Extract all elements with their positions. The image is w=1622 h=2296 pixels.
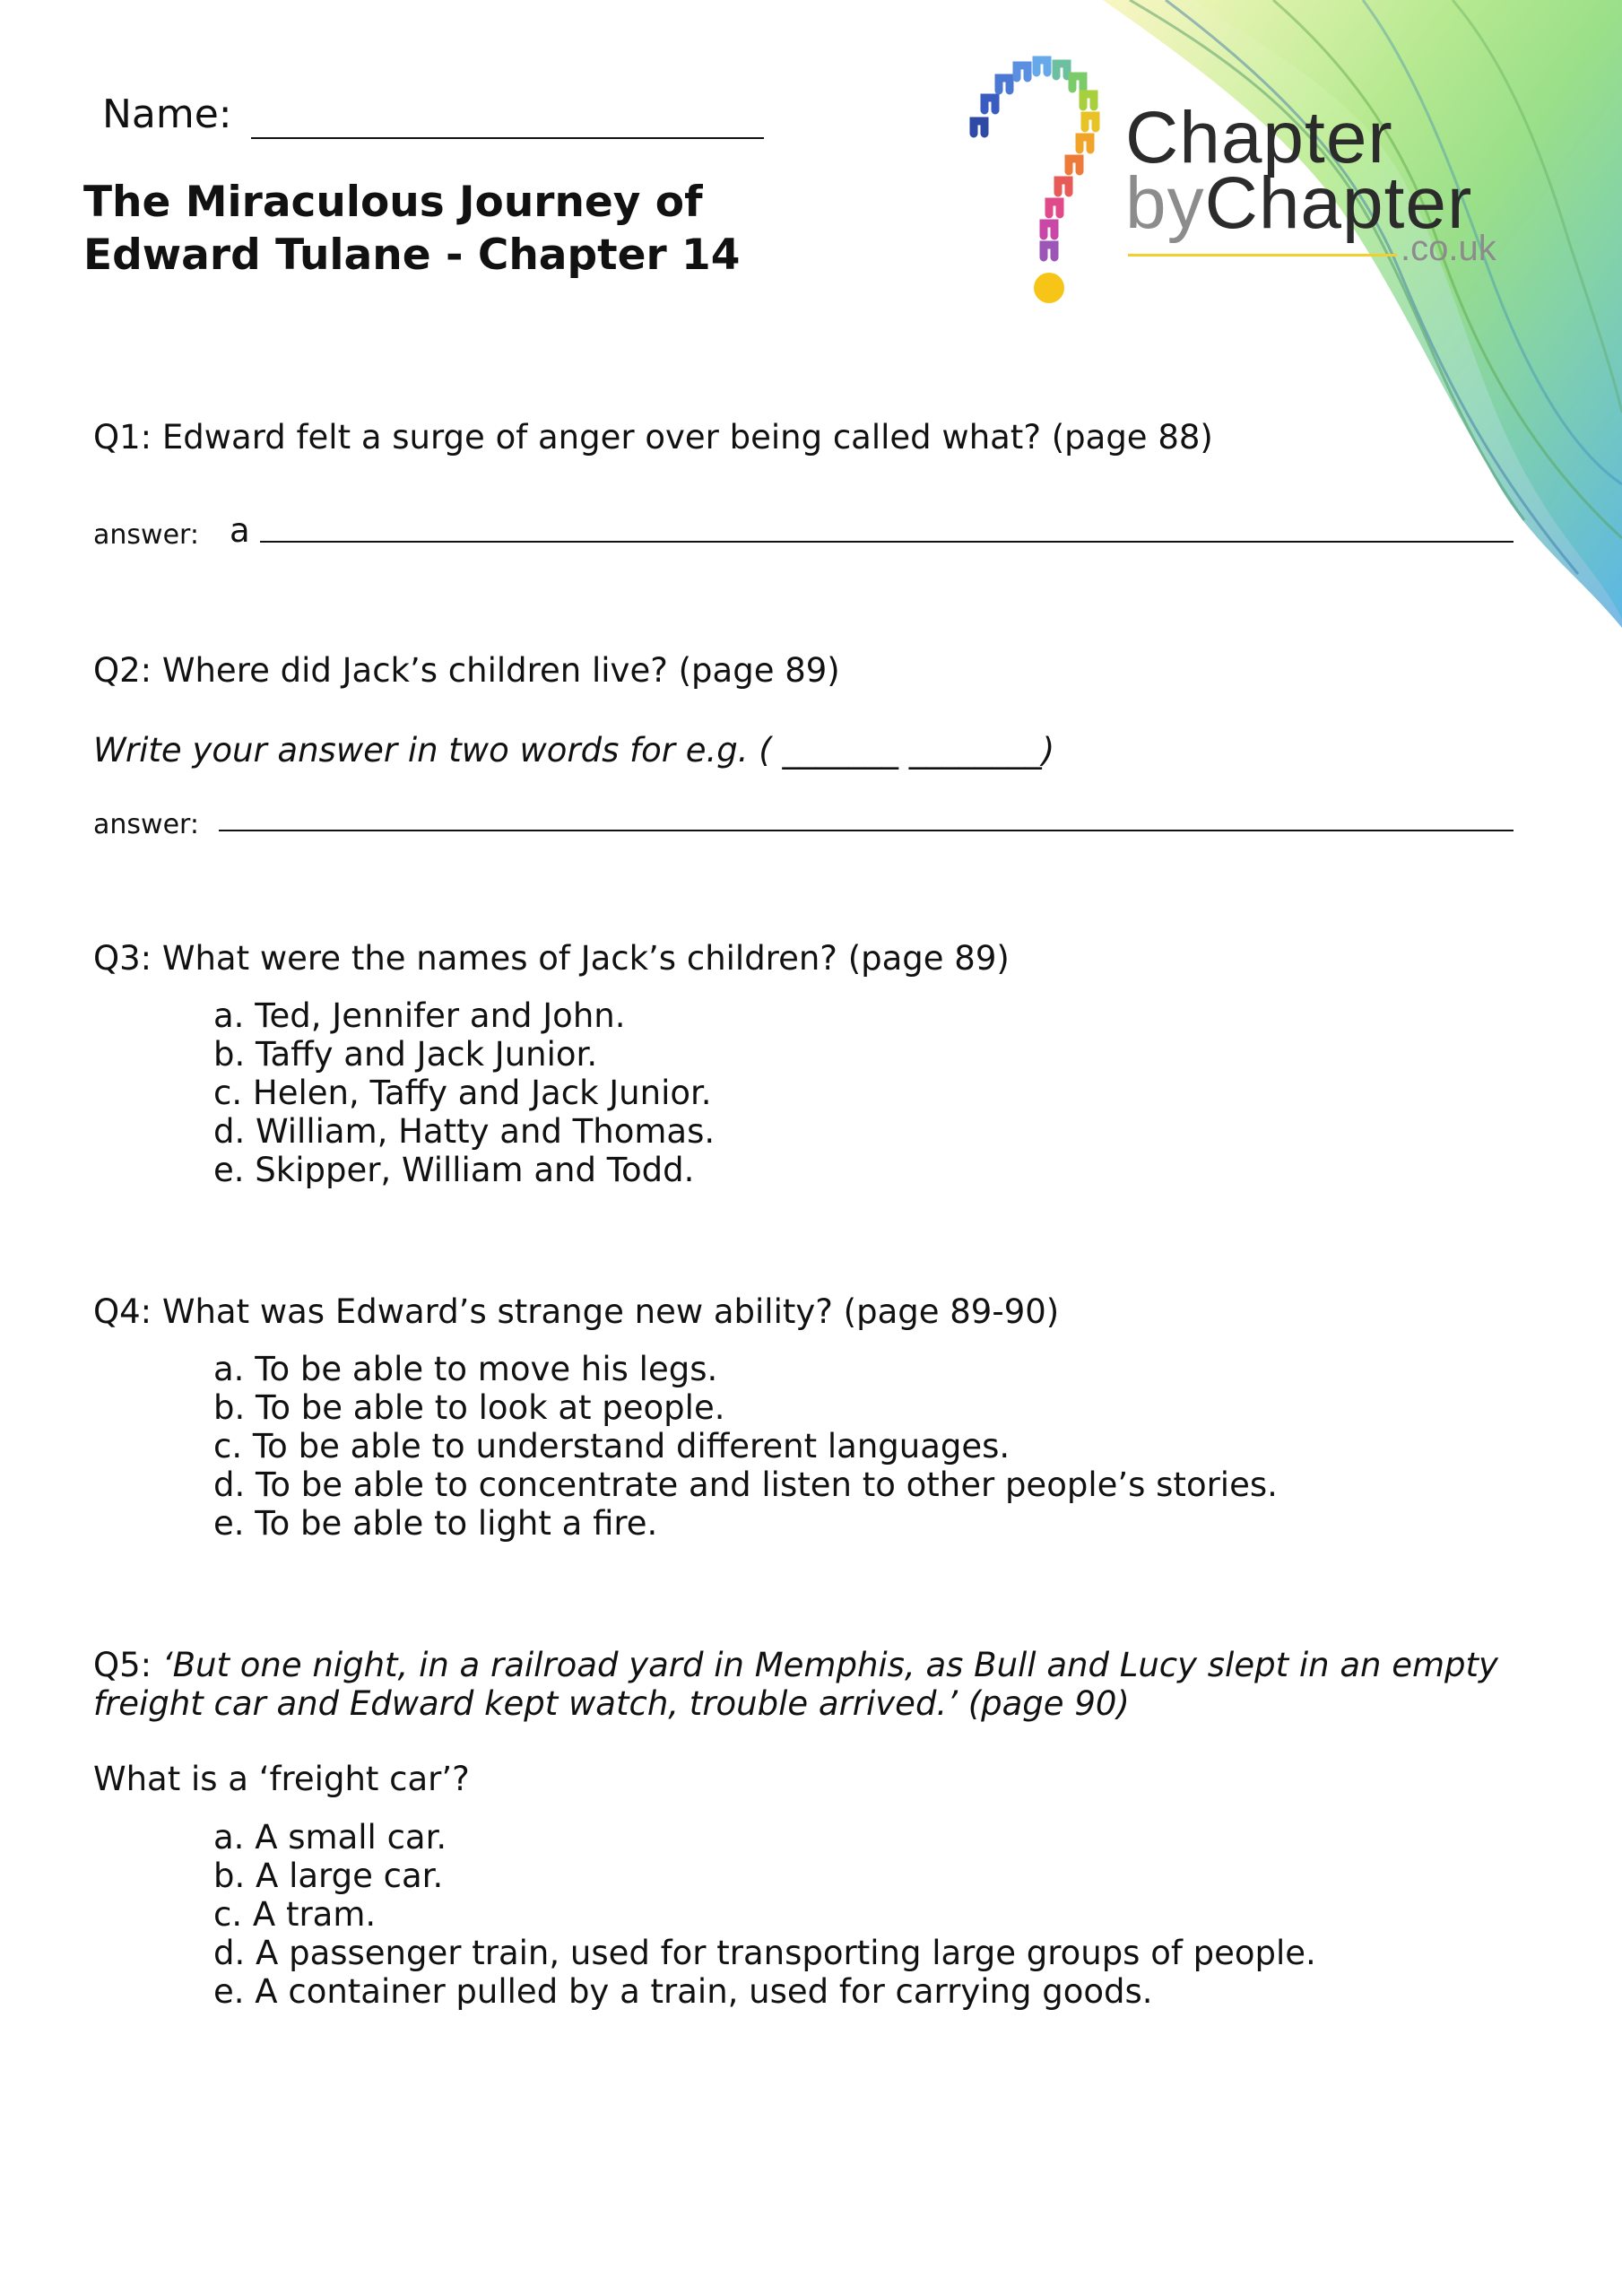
q3-option-d[interactable]: d. William, Hatty and Thomas.	[213, 1112, 716, 1151]
q5-option-e[interactable]: e. A container pulled by a train, used for carrying goods.	[213, 1972, 1153, 2011]
q3-text: Q3: What were the names of Jack’s children? (page 89)	[93, 939, 1010, 978]
name-field[interactable]	[251, 137, 764, 139]
q2-answer-label: answer:	[93, 809, 199, 840]
q5-quote-line-1: ‘But one night, in a railroad yard in Memphis, as Bull and Lucy slept in an empty	[161, 1646, 1498, 1684]
q5-option-b[interactable]: b. A large car.	[213, 1857, 444, 1895]
logo-chapter-2: Chapter	[1204, 162, 1473, 244]
q5-options	[213, 1818, 1316, 2011]
q3-option-e[interactable]: e. Skipper, William and Todd.	[213, 1151, 695, 1189]
q4-option-a[interactable]: a. To be able to move his legs.	[213, 1350, 718, 1388]
q1-answer-label: answer:	[93, 519, 199, 551]
title-line-1: The Miraculous Journey of	[83, 178, 703, 227]
worksheet-title	[83, 176, 890, 282]
q5-option-a[interactable]: a. A small car.	[213, 1818, 447, 1857]
q5-option-d[interactable]: d. A passenger train, used for transporting large groups of people.	[213, 1934, 1316, 1972]
q1-answer-field[interactable]	[260, 541, 1514, 543]
q4-option-b[interactable]: b. To be able to look at people.	[213, 1388, 725, 1427]
dot-shape	[1034, 273, 1064, 303]
q5-text	[93, 1646, 1498, 1723]
q2-instruction: Write your answer in two words for e.g. ( _______ ________)	[93, 731, 1055, 770]
logo-domain: .co.uk	[1401, 229, 1496, 268]
logo-underline	[1128, 254, 1397, 257]
q5-option-c[interactable]: c. A tram.	[213, 1895, 377, 1934]
q3-option-a[interactable]: a. Ted, Jennifer and John.	[213, 996, 626, 1035]
q1-text: Q1: Edward felt a surge of anger over being called what? (page 88)	[93, 418, 1213, 457]
q5-quote-line-2: freight car and Edward kept watch, trouble arrived.’ (page 90)	[93, 1684, 1130, 1723]
name-label: Name:	[102, 91, 232, 137]
q5-prefix: Q5:	[93, 1646, 162, 1684]
title-line-2: Edward Tulane - Chapter 14	[83, 230, 741, 281]
q2-answer-field[interactable]	[219, 830, 1514, 831]
logo-word-chapter: Chapter	[1125, 97, 1393, 178]
q4-text: Q4: What was Edward’s strange new ability? (page 89-90)	[93, 1292, 1060, 1331]
q3-option-c[interactable]: c. Helen, Taffy and Jack Junior.	[213, 1074, 712, 1112]
q3-options	[213, 996, 715, 1189]
q3-option-b[interactable]: b. Taffy and Jack Junior.	[213, 1035, 598, 1074]
q5-line-1	[93, 1646, 1498, 1684]
question-mark-books-icon	[959, 49, 1112, 309]
logo	[959, 49, 1551, 318]
q4-option-e[interactable]: e. To be able to light a fire.	[213, 1504, 658, 1543]
q4-options	[213, 1350, 1278, 1543]
q5-sub-question: What is a ‘freight car’?	[93, 1760, 470, 1798]
logo-by: by	[1125, 162, 1205, 244]
q2-text: Q2: Where did Jack’s children live? (page 89)	[93, 651, 840, 690]
q1-answer-prefix: a	[230, 511, 250, 550]
q4-option-c[interactable]: c. To be able to understand different languages.	[213, 1427, 1010, 1465]
q4-option-d[interactable]: d. To be able to concentrate and listen to other people’s stories.	[213, 1465, 1278, 1504]
